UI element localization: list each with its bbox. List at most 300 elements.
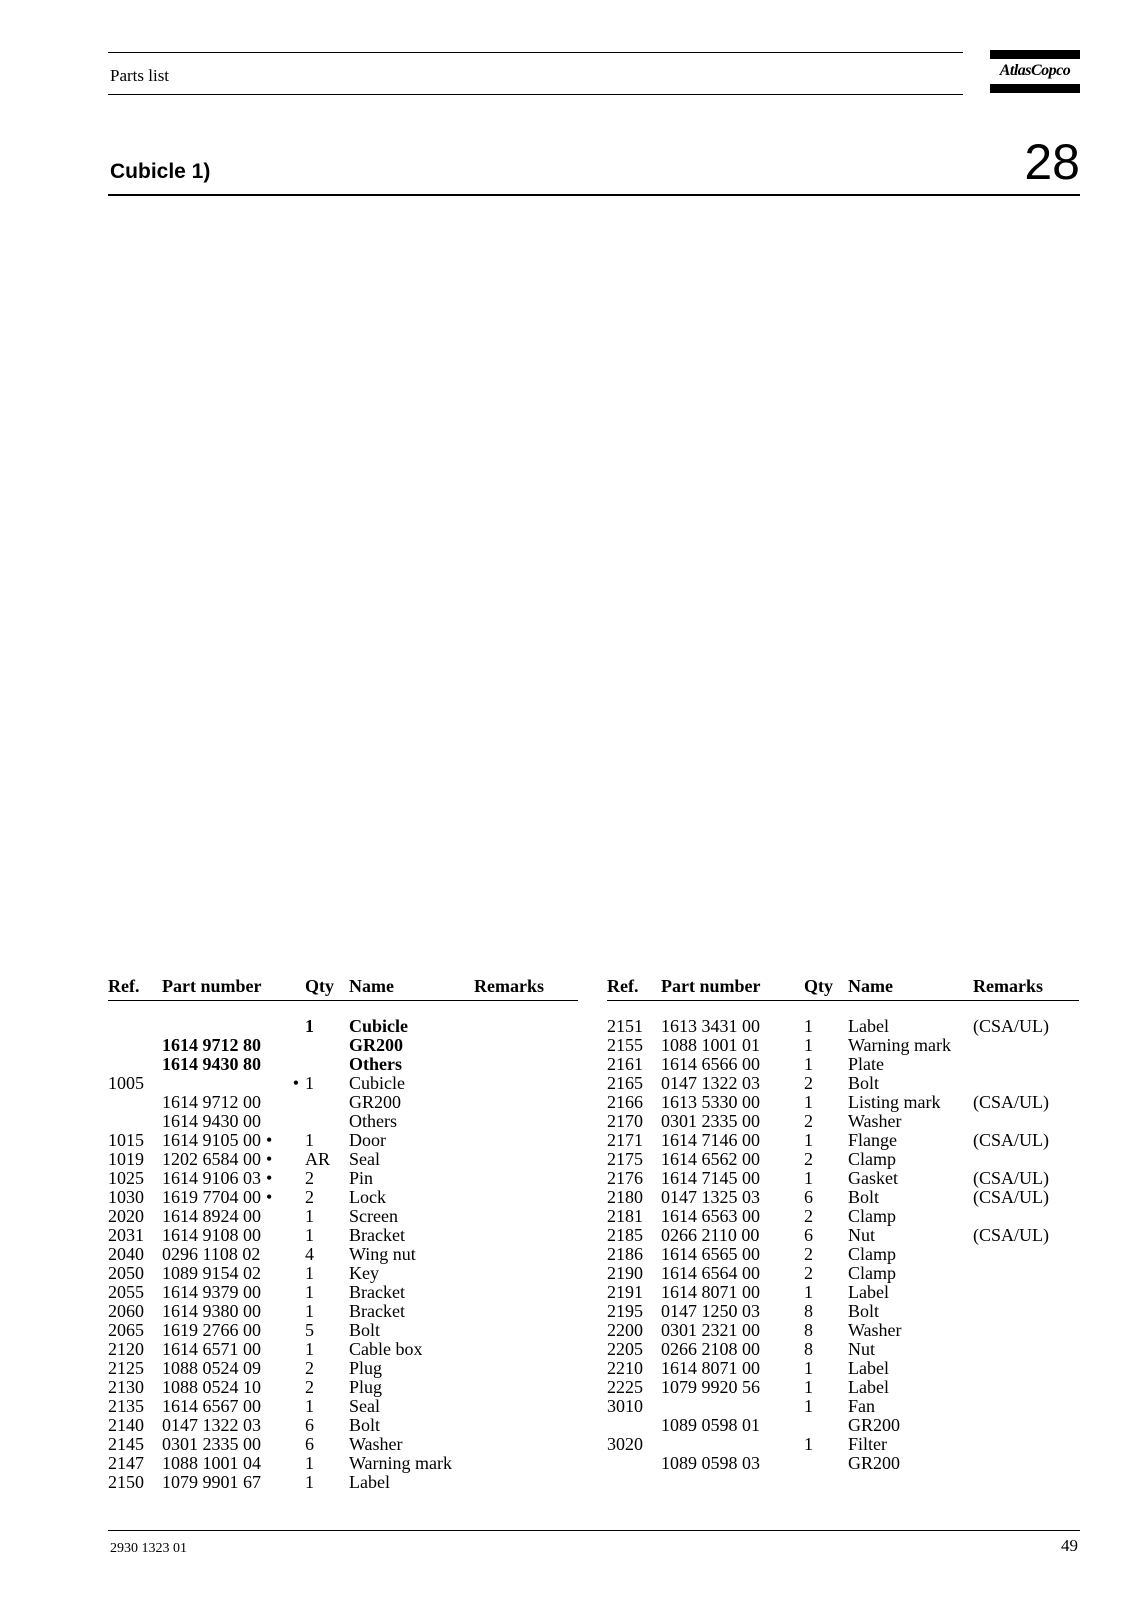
table-row — [607, 1245, 1079, 1264]
cell-name — [848, 1283, 973, 1302]
cell-name-text: Bolt — [848, 1073, 880, 1093]
cell-part-number — [661, 1283, 804, 1302]
table-row — [108, 1055, 578, 1074]
table-row — [108, 1036, 578, 1055]
cell-name-text: Fan — [848, 1396, 875, 1416]
cell-qty-text: 2 — [804, 1263, 813, 1283]
cell-qty-text: 1 — [804, 1092, 813, 1112]
cell-name — [848, 1017, 973, 1036]
table-row — [108, 1226, 578, 1245]
cell-qty-text: 6 — [305, 1415, 314, 1435]
cell-part-number — [162, 1416, 305, 1435]
cell-part-number-text: 1614 9712 00 — [162, 1092, 261, 1112]
cell-qty — [305, 1226, 349, 1245]
cell-qty — [804, 1074, 848, 1093]
cell-qty-text: 1 — [804, 1358, 813, 1378]
cell-qty — [804, 1283, 848, 1302]
cell-name-text: Clamp — [848, 1206, 896, 1226]
cell-ref — [607, 1226, 661, 1245]
cell-ref — [108, 1150, 162, 1169]
cell-remarks — [474, 1321, 578, 1340]
cell-part-number-text: 1088 0524 09 — [162, 1358, 261, 1378]
cell-part-number — [661, 1131, 804, 1150]
cell-ref — [607, 1340, 661, 1359]
table-row — [607, 1074, 1079, 1093]
cell-qty — [804, 1397, 848, 1416]
cell-remarks — [474, 1435, 578, 1454]
cell-remarks-text: (CSA/UL) — [973, 1225, 1049, 1245]
cell-ref — [607, 1416, 661, 1435]
table-row — [607, 1188, 1079, 1207]
cell-qty-text: 1 — [305, 1225, 314, 1245]
cell-qty-text: 2 — [305, 1187, 314, 1207]
table-row — [607, 1207, 1079, 1226]
cell-remarks-text: (CSA/UL) — [973, 1187, 1049, 1207]
cell-part-number — [162, 1188, 305, 1207]
cell-ref-text: 2125 — [108, 1358, 144, 1378]
cell-name-text: Nut — [848, 1225, 875, 1245]
cell-part-number-text: 1088 0524 10 — [162, 1377, 261, 1397]
table-row — [607, 1416, 1079, 1435]
cell-remarks — [973, 1378, 1079, 1397]
cell-part-number — [661, 1074, 804, 1093]
cell-part-number-text: 1614 6566 00 — [661, 1054, 760, 1074]
cell-name — [349, 1283, 474, 1302]
cell-remarks-text: (CSA/UL) — [973, 1168, 1049, 1188]
table-row — [607, 1283, 1079, 1302]
cell-name-text: Plug — [349, 1358, 383, 1378]
cell-ref-text: 2020 — [108, 1206, 144, 1226]
cell-name — [848, 1169, 973, 1188]
cell-qty — [804, 1321, 848, 1340]
cell-part-number-text: 0147 1322 03 — [661, 1073, 760, 1093]
cell-name — [349, 1321, 474, 1340]
cell-ref — [607, 1302, 661, 1321]
cell-part-number — [661, 1017, 804, 1036]
cell-name-text: Clamp — [848, 1149, 896, 1169]
cell-name-text: Clamp — [848, 1263, 896, 1283]
table-row — [108, 1264, 578, 1283]
cell-remarks-text: (CSA/UL) — [973, 1016, 1049, 1036]
cell-part-number — [661, 1036, 804, 1055]
cell-name-text: Cubicle — [349, 1073, 405, 1093]
cell-name-text: Warning mark — [848, 1035, 952, 1055]
cell-qty — [305, 1454, 349, 1473]
cell-qty — [305, 1150, 349, 1169]
cell-ref — [607, 1150, 661, 1169]
cell-ref-text: 2171 — [607, 1130, 643, 1150]
cell-qty — [804, 1435, 848, 1454]
cell-name — [848, 1074, 973, 1093]
cell-qty — [305, 1245, 349, 1264]
cell-name-text: Bracket — [349, 1282, 405, 1302]
cell-name — [349, 1017, 474, 1036]
table-row — [108, 1416, 578, 1435]
cell-name — [349, 1131, 474, 1150]
cell-qty-text: 2 — [305, 1358, 314, 1378]
cell-name-text: Door — [349, 1130, 386, 1150]
cell-qty — [804, 1245, 848, 1264]
cell-name-text: Others — [349, 1111, 397, 1131]
cell-qty-text: 1 — [305, 1016, 314, 1036]
cell-ref — [607, 1264, 661, 1283]
cell-part-number — [162, 1150, 305, 1169]
cell-remarks — [973, 1435, 1079, 1454]
header-qty: Qty — [305, 976, 334, 996]
cell-ref-text: 3010 — [607, 1396, 643, 1416]
cell-qty — [804, 1378, 848, 1397]
bullet-marker: • — [266, 1187, 273, 1207]
cell-name — [349, 1188, 474, 1207]
cell-remarks — [474, 1340, 578, 1359]
table-row — [108, 1340, 578, 1359]
cell-part-number — [162, 1340, 305, 1359]
cell-qty-text: AR — [305, 1149, 331, 1169]
cell-name — [349, 1264, 474, 1283]
cell-ref — [607, 1435, 661, 1454]
cell-name-text: Label — [848, 1358, 889, 1378]
header-remarks: Remarks — [973, 976, 1043, 996]
cell-part-number-text: 1079 9920 56 — [661, 1377, 760, 1397]
table-row — [108, 1321, 578, 1340]
header-ref: Ref. — [607, 976, 639, 996]
cell-remarks — [973, 1207, 1079, 1226]
cell-ref — [108, 1169, 162, 1188]
cell-ref-text: 2200 — [607, 1320, 643, 1340]
cell-part-number — [162, 1131, 305, 1150]
cell-qty-text: 1 — [305, 1282, 314, 1302]
section-number: 28 — [1024, 134, 1080, 190]
table-row — [108, 1188, 578, 1207]
table-row — [607, 1150, 1079, 1169]
cell-qty — [804, 1454, 848, 1473]
cell-name-text: Cubicle — [349, 1016, 409, 1036]
table-row — [108, 1283, 578, 1302]
cell-ref — [108, 1340, 162, 1359]
cell-part-number — [162, 1359, 305, 1378]
table-row — [607, 1302, 1079, 1321]
cell-part-number — [661, 1093, 804, 1112]
cell-name-text: Plate — [848, 1054, 884, 1074]
cell-part-number — [661, 1188, 804, 1207]
table-row — [108, 1074, 578, 1093]
cell-remarks — [474, 1036, 578, 1055]
cell-remarks — [474, 1454, 578, 1473]
cell-qty — [804, 1150, 848, 1169]
cell-part-number — [661, 1226, 804, 1245]
bullet-marker: • — [266, 1130, 273, 1150]
cell-name — [848, 1340, 973, 1359]
cell-part-number-text: 1089 0598 03 — [661, 1453, 760, 1473]
table-row — [108, 1093, 578, 1112]
cell-part-number — [162, 1435, 305, 1454]
cell-remarks — [474, 1131, 578, 1150]
cell-remarks — [973, 1359, 1079, 1378]
cell-ref — [108, 1093, 162, 1112]
cell-remarks — [474, 1359, 578, 1378]
cell-part-number — [162, 1321, 305, 1340]
table-header-row — [607, 976, 1079, 1001]
cell-part-number — [661, 1454, 804, 1473]
cell-ref — [108, 1321, 162, 1340]
cell-ref-text: 2170 — [607, 1111, 643, 1131]
cell-qty — [305, 1207, 349, 1226]
cell-name-text: Warning mark — [349, 1453, 453, 1473]
cell-name-text: Washer — [848, 1320, 902, 1340]
parts-table-left-body — [108, 1001, 578, 1493]
cell-ref-text: 1015 — [108, 1130, 144, 1150]
cell-part-number-text: 1614 9105 00 — [162, 1130, 261, 1150]
cell-qty — [804, 1112, 848, 1131]
cell-part-number — [162, 1074, 305, 1093]
cell-remarks — [474, 1264, 578, 1283]
cell-part-number-text: 1614 9712 80 — [162, 1035, 261, 1055]
header-remarks: Remarks — [474, 976, 544, 996]
cell-qty-text: 1 — [305, 1339, 314, 1359]
cell-qty-text: 2 — [804, 1111, 813, 1131]
cell-qty-text: 8 — [804, 1301, 813, 1321]
cell-ref-text: 2150 — [108, 1472, 144, 1492]
cell-ref-text: 2205 — [607, 1339, 643, 1359]
cell-ref — [108, 1074, 162, 1093]
table-row — [607, 1169, 1079, 1188]
cell-part-number — [162, 1378, 305, 1397]
cell-ref-text: 1005 — [108, 1073, 144, 1093]
cell-ref — [607, 1397, 661, 1416]
cell-name — [848, 1359, 973, 1378]
cell-remarks — [973, 1302, 1079, 1321]
cell-name-text: Wing nut — [349, 1244, 416, 1264]
cell-remarks — [973, 1283, 1079, 1302]
cell-ref-text: 2181 — [607, 1206, 643, 1226]
logo-bottom-bar — [990, 84, 1080, 93]
cell-qty — [305, 1264, 349, 1283]
cell-part-number-text: 1614 9379 00 — [162, 1282, 261, 1302]
cell-part-number — [661, 1055, 804, 1074]
cell-qty-text: 1 — [305, 1263, 314, 1283]
cell-part-number-text: 1089 9154 02 — [162, 1263, 261, 1283]
cell-part-number-text: 1614 9106 03 — [162, 1168, 261, 1188]
cell-remarks — [474, 1093, 578, 1112]
cell-part-number — [661, 1435, 804, 1454]
cell-ref-text: 2176 — [607, 1168, 643, 1188]
cell-part-number — [162, 1093, 305, 1112]
cell-part-number-text: 1619 7704 00 — [162, 1187, 261, 1207]
cell-part-number-text: 1614 6562 00 — [661, 1149, 760, 1169]
cell-part-number — [661, 1321, 804, 1340]
cell-part-number-text: 0266 2110 00 — [661, 1225, 760, 1245]
cell-ref — [607, 1359, 661, 1378]
cell-qty — [305, 1055, 349, 1074]
cell-ref — [607, 1378, 661, 1397]
cell-qty-text: 1 — [305, 1130, 314, 1150]
table-row — [607, 1131, 1079, 1150]
footer-doc-number: 2930 1323 01 — [110, 1541, 187, 1556]
cell-qty-text: 1 — [305, 1453, 314, 1473]
cell-qty-text: 1 — [804, 1434, 813, 1454]
cell-name-text: Others — [349, 1054, 402, 1074]
cell-name-text: Filter — [848, 1434, 887, 1454]
cell-name — [848, 1435, 973, 1454]
cell-name — [349, 1359, 474, 1378]
cell-part-number-text: 0301 2321 00 — [661, 1320, 760, 1340]
cell-part-number — [162, 1207, 305, 1226]
cell-name-text: Bracket — [349, 1225, 405, 1245]
cell-part-number-text: 1614 8071 00 — [661, 1358, 760, 1378]
cell-part-number — [661, 1302, 804, 1321]
cell-ref-text: 2060 — [108, 1301, 144, 1321]
table-row — [607, 1055, 1079, 1074]
cell-remarks — [474, 1245, 578, 1264]
cell-ref-text: 1019 — [108, 1149, 144, 1169]
cell-qty-text: 1 — [305, 1073, 314, 1093]
cell-part-number-text: 0301 2335 00 — [661, 1111, 760, 1131]
cell-name — [349, 1207, 474, 1226]
cell-part-number — [661, 1245, 804, 1264]
cell-part-number-text: 0147 1250 03 — [661, 1301, 760, 1321]
cell-name-text: Gasket — [848, 1168, 898, 1188]
cell-remarks-text: (CSA/UL) — [973, 1092, 1049, 1112]
cell-qty — [305, 1074, 349, 1093]
cell-name — [848, 1321, 973, 1340]
cell-name — [349, 1169, 474, 1188]
table-row — [607, 1454, 1079, 1473]
cell-name — [349, 1416, 474, 1435]
cell-ref — [108, 1264, 162, 1283]
cell-qty — [804, 1359, 848, 1378]
cell-qty — [804, 1207, 848, 1226]
cell-ref — [108, 1302, 162, 1321]
cell-remarks — [973, 1169, 1079, 1188]
cell-part-number — [162, 1302, 305, 1321]
cell-qty-text: 1 — [804, 1016, 813, 1036]
cell-remarks — [973, 1397, 1079, 1416]
cell-qty — [305, 1473, 349, 1492]
cell-name-text: Flange — [848, 1130, 897, 1150]
cell-qty-text: 1 — [804, 1054, 813, 1074]
cell-qty — [305, 1416, 349, 1435]
cell-ref-text: 2185 — [607, 1225, 643, 1245]
table-row — [108, 1359, 578, 1378]
header-part-number: Part number — [661, 976, 761, 996]
cell-ref-text: 2186 — [607, 1244, 643, 1264]
cell-remarks — [474, 1074, 578, 1093]
cell-qty-text: 8 — [804, 1320, 813, 1340]
cell-name-text: Washer — [349, 1434, 403, 1454]
cell-qty — [804, 1416, 848, 1435]
section-rule — [108, 194, 1080, 196]
cell-part-number-text: 1614 6565 00 — [661, 1244, 760, 1264]
cell-qty — [305, 1302, 349, 1321]
cell-remarks — [973, 1055, 1079, 1074]
cell-part-number-text: 1613 5330 00 — [661, 1092, 760, 1112]
table-row — [108, 1473, 578, 1492]
cell-name — [349, 1112, 474, 1131]
cell-ref-text: 2165 — [607, 1073, 643, 1093]
table-row — [607, 1435, 1079, 1454]
table-row — [108, 1017, 578, 1036]
cell-ref-text: 2130 — [108, 1377, 144, 1397]
logo-top-bar — [990, 50, 1080, 59]
table-row — [607, 1226, 1079, 1245]
cell-part-number — [162, 1055, 305, 1074]
cell-ref-text: 2040 — [108, 1244, 144, 1264]
cell-qty — [305, 1112, 349, 1131]
table-row — [108, 1150, 578, 1169]
cell-part-number-text: 1619 2766 00 — [162, 1320, 261, 1340]
cell-part-number — [162, 1283, 305, 1302]
cell-qty — [804, 1226, 848, 1245]
cell-qty — [804, 1340, 848, 1359]
cell-name-text: Bolt — [848, 1187, 880, 1207]
cell-part-number — [162, 1473, 305, 1492]
cell-name-text: Label — [848, 1377, 889, 1397]
cell-part-number — [162, 1036, 305, 1055]
cell-ref — [108, 1036, 162, 1055]
bullet-marker: • — [266, 1149, 273, 1169]
cell-ref — [607, 1036, 661, 1055]
cell-ref-text: 2225 — [607, 1377, 643, 1397]
cell-remarks — [973, 1131, 1079, 1150]
cell-qty — [305, 1188, 349, 1207]
cell-ref — [607, 1093, 661, 1112]
cell-part-number — [661, 1264, 804, 1283]
table-row — [108, 1454, 578, 1473]
cell-remarks — [474, 1150, 578, 1169]
cell-ref — [607, 1169, 661, 1188]
cell-ref — [108, 1454, 162, 1473]
cell-ref — [108, 1378, 162, 1397]
cell-name-text: Label — [848, 1016, 889, 1036]
cell-qty-text: 2 — [804, 1244, 813, 1264]
cell-qty-text: 1 — [305, 1301, 314, 1321]
cell-name — [349, 1245, 474, 1264]
cell-remarks — [973, 1245, 1079, 1264]
cell-part-number-text: 1614 8071 00 — [661, 1282, 760, 1302]
table-row — [108, 1397, 578, 1416]
footer-rule — [108, 1530, 1080, 1531]
cell-name-text: Bracket — [349, 1301, 405, 1321]
header-label: Parts list — [110, 66, 170, 85]
cell-ref-text: 2050 — [108, 1263, 144, 1283]
cell-part-number-text: 1614 6564 00 — [661, 1263, 760, 1283]
header-name: Name — [349, 976, 394, 996]
cell-part-number — [162, 1226, 305, 1245]
cell-part-number-text: 1614 8924 00 — [162, 1206, 261, 1226]
cell-name — [848, 1416, 973, 1435]
cell-ref — [607, 1112, 661, 1131]
cell-name-text: Bolt — [848, 1301, 880, 1321]
table-row — [607, 1378, 1079, 1397]
cell-remarks — [973, 1112, 1079, 1131]
cell-part-number — [661, 1416, 804, 1435]
cell-qty — [305, 1036, 349, 1055]
table-row — [607, 1264, 1079, 1283]
cell-remarks — [973, 1340, 1079, 1359]
cell-remarks — [474, 1226, 578, 1245]
cell-part-number-text: 1614 6571 00 — [162, 1339, 261, 1359]
cell-remarks — [973, 1454, 1079, 1473]
cell-qty — [804, 1017, 848, 1036]
cell-qty — [305, 1378, 349, 1397]
cell-name-text: Bolt — [349, 1415, 381, 1435]
cell-qty — [804, 1131, 848, 1150]
bullet-marker: • — [266, 1168, 273, 1188]
cell-qty — [305, 1359, 349, 1378]
cell-ref — [108, 1017, 162, 1036]
cell-ref-text: 2190 — [607, 1263, 643, 1283]
cell-remarks — [973, 1188, 1079, 1207]
